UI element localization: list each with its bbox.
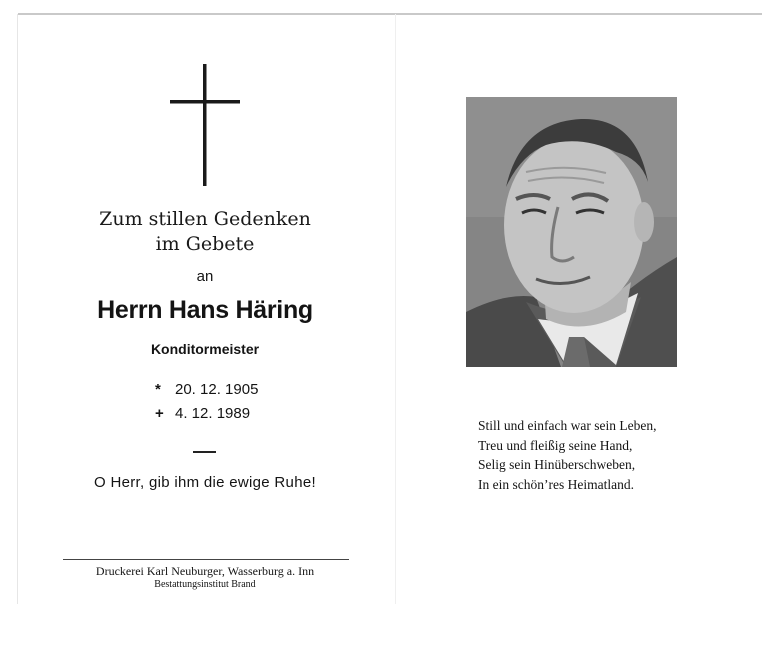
portrait-illustration <box>466 97 677 367</box>
portrait-photo <box>466 97 677 367</box>
poem-line: Selig sein Hinüberschweben, <box>478 457 636 472</box>
birth-date-line <box>155 381 258 398</box>
poem-line: In ein schön’res Heimatland. <box>478 476 634 492</box>
poem-line: Treu und fleißig seine Hand, <box>478 437 633 453</box>
heading-line-2: im Gebete <box>155 233 255 255</box>
separator-dash <box>193 451 216 453</box>
funeral-home-credit: Bestattungsinstitut Brand <box>154 579 256 590</box>
poem <box>478 416 738 494</box>
death-symbol: + <box>155 405 164 422</box>
card-top-edge <box>18 13 762 15</box>
heading-line-1: Zum stillen Gedenken <box>99 208 311 230</box>
death-date-line <box>155 405 250 422</box>
occupation: Konditormeister <box>150 341 260 357</box>
birth-symbol: * <box>155 381 161 398</box>
printer-credit: Druckerei Karl Neuburger, Wasserburg a. Inn <box>95 564 315 578</box>
birth-date: 20. 12. 1905 <box>175 381 259 398</box>
deceased-name: Herrn Hans Häring <box>97 296 313 324</box>
connector-text: an <box>196 268 214 285</box>
cross-icon <box>170 64 240 186</box>
poem-line: Still und einfach war sein Leben, <box>478 418 657 433</box>
death-date: 4. 12. 1989 <box>175 405 251 422</box>
prayer-text: O Herr, gib ihm die ewige Ruhe! <box>94 474 316 491</box>
card-fold-line <box>395 14 396 604</box>
footer-rule <box>63 559 349 560</box>
card-left-edge <box>17 14 18 604</box>
